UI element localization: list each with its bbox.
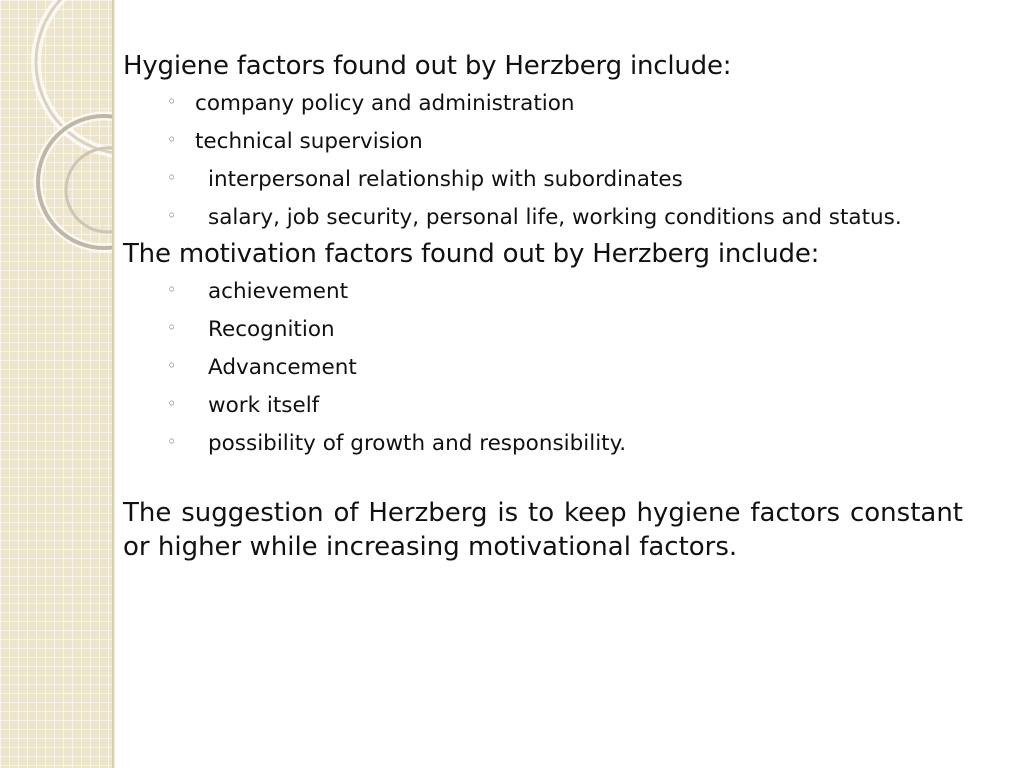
closing-statement: The suggestion of Herzberg is to keep hygiene factors constant or higher while increasing motivational factors. <box>123 498 963 562</box>
bullet-icon: ◦ <box>167 92 177 111</box>
hygiene-item: ◦ salary, job security, personal life, working conditions and status. <box>167 205 902 230</box>
motivation-item: ◦ possibility of growth and responsibility. <box>167 431 627 456</box>
motivation-heading: The motivation factors found out by Herzberg include: <box>123 239 820 269</box>
motivation-item: ◦ Advancement <box>167 355 357 380</box>
hygiene-item: ◦ technical supervision <box>167 129 423 154</box>
hygiene-item: ◦ interpersonal relationship with subordinates <box>167 167 683 192</box>
bullet-icon: ◦ <box>167 280 177 299</box>
bullet-icon: ◦ <box>167 356 177 375</box>
hygiene-heading: Hygiene factors found out by Herzberg include: <box>123 51 732 81</box>
bullet-icon: ◦ <box>167 168 177 187</box>
decorative-side-strip <box>0 0 112 768</box>
bullet-icon: ◦ <box>167 318 177 337</box>
bullet-icon: ◦ <box>167 432 177 451</box>
bullet-icon: ◦ <box>167 394 177 413</box>
hygiene-list <box>123 84 963 236</box>
motivation-item: ◦ achievement <box>167 279 349 304</box>
slide-content <box>123 48 963 564</box>
spacer <box>123 462 963 496</box>
decorative-rings <box>0 0 112 300</box>
bullet-icon: ◦ <box>167 130 177 149</box>
bullet-icon: ◦ <box>167 206 177 225</box>
side-strip-edge <box>112 0 115 768</box>
motivation-list <box>123 272 963 462</box>
motivation-item: ◦ work itself <box>167 393 320 418</box>
hygiene-item: ◦ company policy and administration <box>167 91 575 116</box>
motivation-item: ◦ Recognition <box>167 317 335 342</box>
